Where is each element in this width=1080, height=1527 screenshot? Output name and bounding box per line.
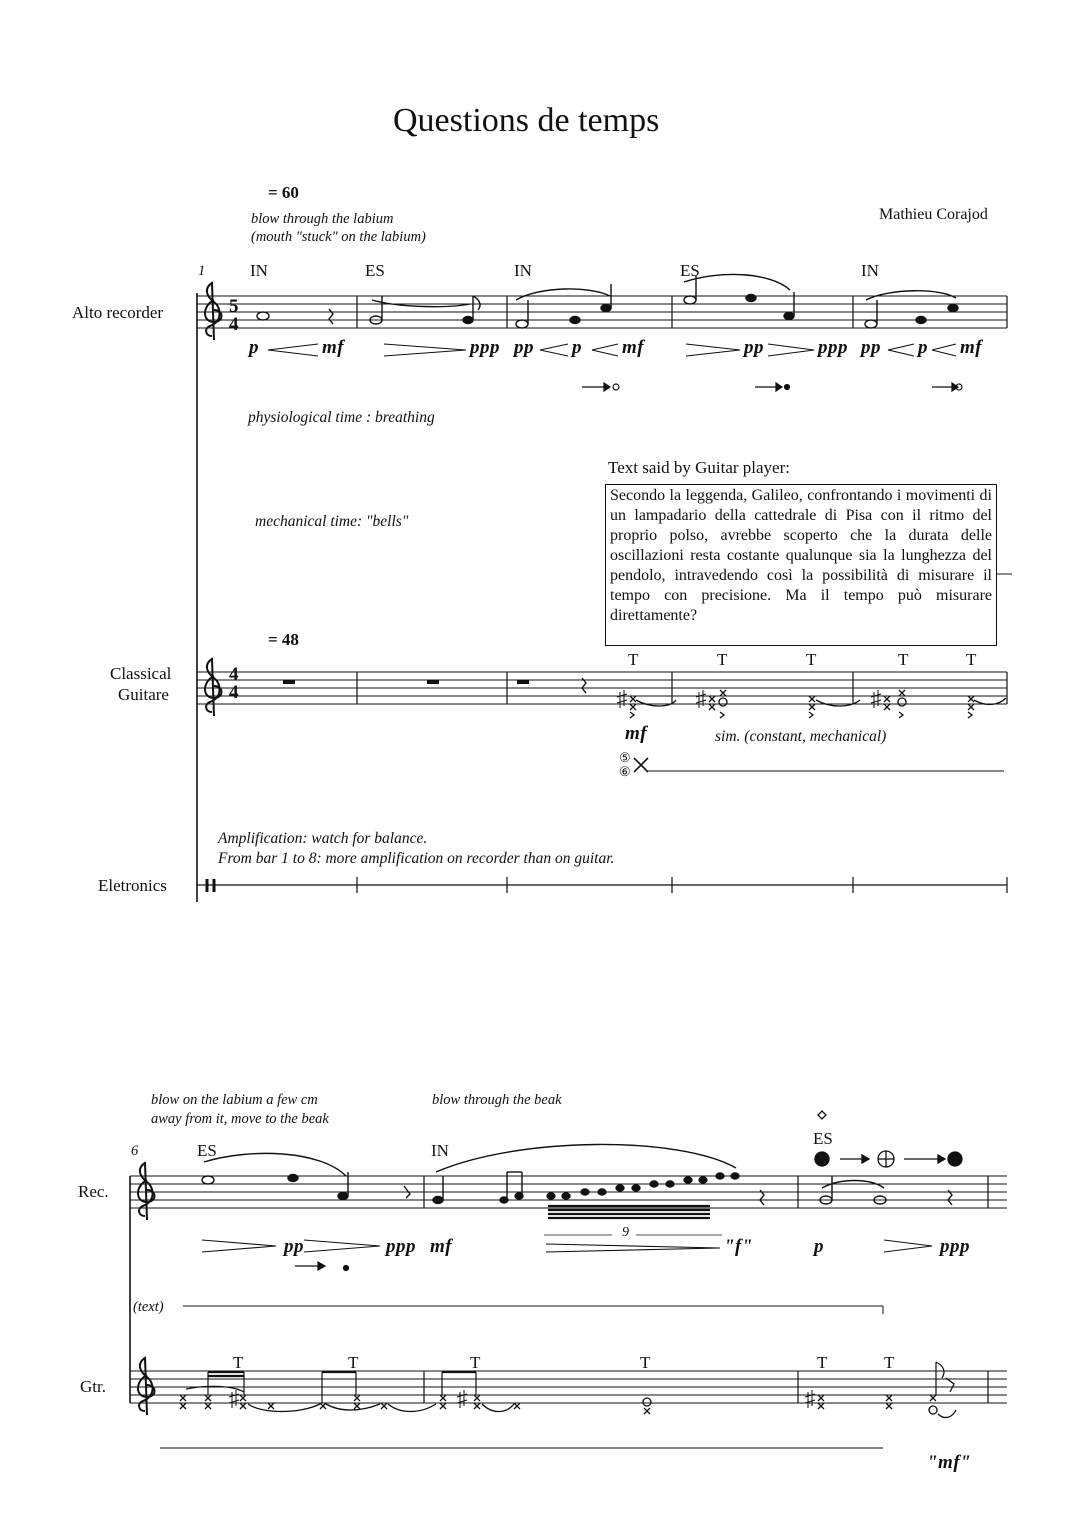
recorder-instruction-line-2: (mouth "stuck" on the labium): [251, 229, 426, 245]
eighth-rest: [946, 1378, 954, 1392]
score-title: Questions de temps: [393, 102, 660, 139]
dynamic-p: p: [814, 1236, 824, 1257]
tempo-recorder: = 60: [268, 183, 299, 202]
dynamic-p: p: [918, 337, 928, 358]
breath-mark-in: IN: [861, 261, 879, 280]
recorder-notes-2: [202, 1144, 952, 1218]
instrument-label-electronics: Eletronics: [98, 876, 167, 895]
dynamic-mf: mf: [960, 337, 983, 358]
hairpins: [268, 344, 956, 356]
dynamic-f: "f": [724, 1236, 753, 1257]
treble-clef-icon: [205, 283, 222, 340]
treble-clef-icon: [205, 659, 222, 716]
string-number-5: ⑤: [619, 750, 631, 765]
instrument-label-recorder: Alto recorder: [72, 303, 164, 322]
dynamic-p: p: [249, 337, 259, 358]
bar-number-6: 6: [131, 1143, 139, 1159]
guitar-instruction: sim. (constant, mechanical): [715, 728, 887, 745]
tap-mark: T: [806, 650, 817, 669]
recorder-instruction-a-1: blow on the labium a few cm: [151, 1092, 318, 1108]
guitar-time-signature-top: 4: [229, 664, 239, 685]
tap-mark: T: [233, 1353, 244, 1372]
tuplet-number: 9: [622, 1225, 629, 1240]
tap-mark: T: [470, 1353, 481, 1372]
text-cue: (text): [133, 1299, 164, 1315]
string-x-icon: [634, 758, 648, 772]
guitar-x-notes-2: [180, 1386, 956, 1417]
dynamic-pp: pp: [744, 337, 764, 358]
dynamic-mf: mf: [322, 337, 345, 358]
instrument-label-guitar-2: Guitare: [118, 685, 169, 704]
guitar-beams-2: [208, 1372, 476, 1376]
dynamic-ppp: ppp: [940, 1236, 970, 1257]
dynamic-mf: mf: [622, 337, 645, 358]
tap-mark: T: [966, 650, 977, 669]
breath-mark-in: IN: [250, 261, 268, 280]
mechanical-time-label: mechanical time: "bells": [255, 513, 409, 530]
composer-name: Mathieu Corajod: [879, 206, 988, 223]
recorder-instruction-b: blow through the beak: [432, 1092, 562, 1108]
breath-mark-es: ES: [365, 261, 385, 280]
string-number-6: ⑥: [619, 764, 631, 779]
fingering-icons: [815, 1111, 962, 1167]
breath-arrow-icons: [295, 1262, 349, 1271]
electronics-note-1: Amplification: watch for balance.: [218, 830, 428, 847]
tap-mark: T: [817, 1353, 828, 1372]
dynamic-ppp: ppp: [818, 337, 848, 358]
tap-mark: T: [898, 650, 909, 669]
guitar-stems-2: [208, 1362, 944, 1403]
tap-mark: T: [628, 650, 639, 669]
dynamic-p: p: [572, 337, 582, 358]
guitar-staff-2: [130, 1371, 1007, 1403]
recorder-instruction-line-1: blow through the labium: [251, 211, 394, 227]
breath-arrow-icons: [582, 383, 962, 391]
treble-clef-icon: [138, 1358, 155, 1415]
text-box-heading: Text said by Guitar player:: [608, 458, 790, 477]
bar-number-1: 1: [198, 263, 206, 279]
electronics-note-2: From bar 1 to 8: more amplification on recorder than on guitar.: [218, 850, 615, 867]
guitar-staff: [197, 672, 1007, 704]
instrument-label-rec: Rec.: [78, 1182, 109, 1201]
time-signature-bottom: 4: [229, 314, 239, 335]
spoken-text-box: Secondo la leggenda, Galileo, confrontando i movimenti di un lampadario della cattedrale di Pisa con il ritmo del proprio polso, avrebbe scoperto che la durata delle oscillazioni resta costante qualunque sia la lunghezza del pendolo, intravedendo così la possibilità di misurare il tempo con precisione. Ma il tempo può misurare direttamente?: [605, 484, 997, 646]
dynamic-pp: pp: [284, 1236, 304, 1257]
breath-mark-in: IN: [514, 261, 532, 280]
physiological-time-label: physiological time : breathing: [248, 409, 435, 426]
guitar-dynamic-mf: "mf": [927, 1452, 972, 1473]
guitar-rests: [283, 680, 529, 684]
hairpins-2: [202, 1240, 932, 1252]
tap-mark: T: [348, 1353, 359, 1372]
tempo-guitar: = 48: [268, 630, 299, 649]
dynamic-pp: pp: [514, 337, 534, 358]
treble-clef-icon: [138, 1163, 155, 1220]
dynamic-pp: pp: [861, 337, 881, 358]
dynamic-ppp: ppp: [470, 337, 500, 358]
breath-mark-es: ES: [680, 261, 700, 280]
dynamic-ppp: ppp: [386, 1236, 416, 1257]
breath-mark-es: ES: [813, 1129, 833, 1148]
instrument-label-guitar-1: Classical: [110, 664, 172, 683]
recorder-instruction-a-2: away from it, move to the beak: [151, 1111, 329, 1127]
dynamic-mf: mf: [430, 1236, 453, 1257]
breath-mark-in: IN: [431, 1141, 449, 1160]
time-signature-top: 5: [229, 296, 239, 317]
tap-mark: T: [640, 1353, 651, 1372]
guitar-dynamic-mf: mf: [625, 723, 648, 744]
tap-mark: T: [717, 650, 728, 669]
guitar-time-signature-bottom: 4: [229, 682, 239, 703]
tap-mark: T: [884, 1353, 895, 1372]
recorder-staff: [197, 296, 1007, 328]
instrument-label-gtr: Gtr.: [80, 1377, 106, 1396]
breath-mark-es: ES: [197, 1141, 217, 1160]
